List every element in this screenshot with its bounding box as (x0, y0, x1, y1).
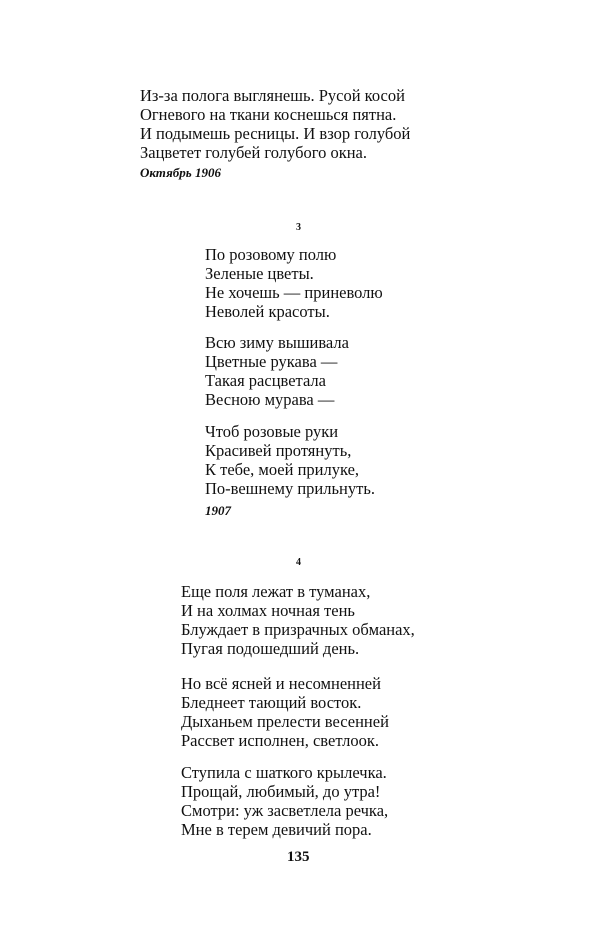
poem-line: Ступила с шаткого крылечка. (181, 763, 387, 782)
poem-line: Еще поля лежат в туманах, (181, 582, 371, 601)
poem-line: Блуждает в призрачных обманах, (181, 620, 415, 639)
poem-line: Но всё ясней и несомненней (181, 674, 381, 693)
poem-line: Смотри: уж засветлела речка, (181, 801, 389, 820)
poem-date: Октябрь 1906 (140, 165, 221, 180)
poem-line: Такая расцветала (205, 371, 326, 390)
poem-line: Прощай, любимый, до утра! (181, 782, 381, 801)
poem-4-stanza-3 (181, 763, 388, 839)
poem-line: Дыханьем прелести весенней (181, 712, 389, 731)
poem-line: Цветные рукава — (205, 352, 338, 371)
poem-number: 3 (296, 222, 301, 233)
poem-line: Чтоб розовые руки (205, 422, 339, 441)
poem-4-stanza-1 (181, 582, 415, 658)
poem-date: 1907 (205, 503, 231, 518)
poem-line: Красивей протянуть, (205, 441, 352, 460)
poem-line: К тебе, моей прилуке, (205, 460, 360, 479)
poem-3-stanza-1 (205, 245, 383, 321)
poem-line: Пугая подошедший день. (181, 639, 360, 658)
poem-line: Из-за полога выглянешь. Русой косой (140, 86, 405, 105)
poem-line: Не хочешь — приневолю (205, 283, 383, 302)
poem-number: 4 (296, 557, 301, 568)
poem-line: Зацветет голубей голубого окна. (140, 143, 367, 162)
poem-line: Огневого на ткани коснешься пятна. (140, 105, 397, 124)
poem-line: И на холмах ночная тень (181, 601, 355, 620)
poem-line: Рассвет исполнен, светлоок. (181, 731, 379, 750)
poem-line: По розовому полю (205, 245, 337, 264)
poem-line: Неволей красоты. (205, 302, 330, 321)
poem-line: По-вешнему прильнуть. (205, 479, 375, 498)
poem-3-stanza-3 (205, 422, 375, 498)
poem-line: И подымешь ресницы. И взор голубой (140, 124, 411, 143)
poem-line: Весною мурава — (205, 390, 335, 409)
poem-line: Бледнеет тающий восток. (181, 693, 362, 712)
poem-4-stanza-2 (181, 674, 389, 750)
poem-3-stanza-2 (205, 333, 349, 409)
page-number: 135 (287, 849, 310, 865)
poem-line: Всю зиму вышивала (205, 333, 349, 352)
poem-line: Зеленые цветы. (205, 264, 314, 283)
poem-end-stanza (140, 86, 410, 162)
poem-line: Мне в терем девичий пора. (181, 820, 372, 839)
